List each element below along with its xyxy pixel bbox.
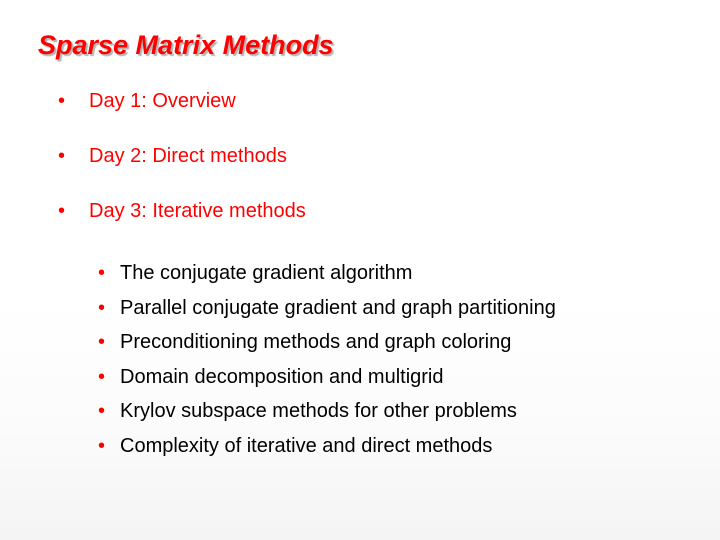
list-item-label: Day 1: Overview [89,90,236,112]
bullet-icon: • [98,331,106,354]
list-item-label: Day 3: Iterative methods [89,200,306,222]
bullet-icon: • [58,90,66,112]
bullet-icon: • [98,434,106,457]
bullet-icon: • [98,400,106,423]
slide-title: Sparse Matrix Methods [38,30,334,60]
sub-list-item-label: Preconditioning methods and graph coloring [120,331,512,354]
list-item-label: Day 2: Direct methods [89,145,287,167]
sub-list-item-label: Krylov subspace methods for other problems [120,400,517,423]
bullet-icon: • [98,262,106,284]
sub-list-item-label: Parallel conjugate gradient and graph partitioning [120,296,556,319]
bullet-icon: • [58,145,66,167]
bullet-icon: • [98,365,106,388]
sub-list-item-label: Domain decomposition and multigrid [120,365,444,388]
bullet-icon: • [98,296,106,319]
sub-list-item-label: Complexity of iterative and direct methods [120,434,493,457]
bullet-icon: • [58,200,66,222]
sub-list-item-label: The conjugate gradient algorithm [120,262,413,284]
